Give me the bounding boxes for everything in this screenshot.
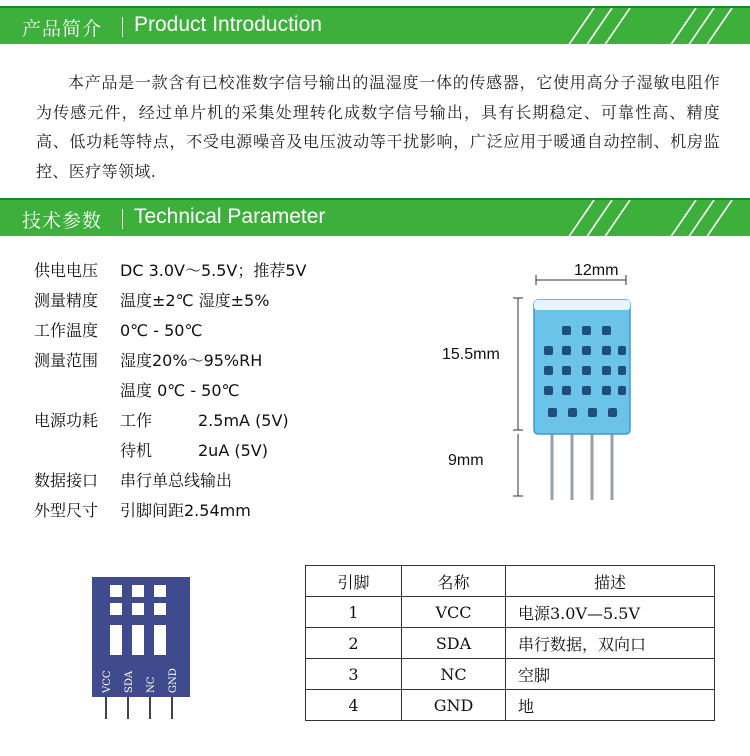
dimension-height: 15.5mm [442,346,500,363]
param-label: 测量精度 [34,291,99,310]
pin-desc: 地 [506,690,715,721]
pin-table-header [306,566,715,597]
param-header-en: Technical Parameter [134,205,326,228]
pin-number: 1 [306,597,402,628]
table-row [306,597,715,628]
param-label: 电源功耗 [34,411,99,430]
pinout-diagram [92,577,196,719]
param-value: 串行单总线输出 [120,471,233,490]
param-value-secondary: 2.5mA (5V) [198,411,289,430]
param-value: 温度±2℃ 湿度±5% [120,291,270,310]
header-divider [122,17,123,37]
pin-desc: 空脚 [506,659,715,690]
pin-number: 4 [306,690,402,721]
param-value: DC 3.0V～5.5V；推荐5V [120,261,307,280]
sensor-pins [552,430,612,500]
header-desc: 描述 [506,566,715,597]
pin-desc: 串行数据，双向口 [506,628,715,659]
sensor-diagram [440,260,740,510]
dimension-width: 12mm [574,262,619,279]
table-row [306,659,715,690]
param-label: 外型尺寸 [34,501,99,520]
pin-name: GND [402,690,506,721]
param-value: 湿度20%～95%RH [120,351,263,370]
pin-desc: 电源3.0V—5.5V [506,597,715,628]
pin-label-nc: NC [146,676,157,693]
param-value: 引脚间距2.54mm [120,501,251,520]
intro-header-en: Product Introduction [134,13,322,36]
dimension-pin: 9mm [448,452,484,469]
param-value-secondary: 2uA (5V) [198,441,268,460]
param-value: 工作 [120,411,153,430]
param-label: 工作温度 [34,321,99,340]
table-row [306,628,715,659]
pin-name: SDA [402,628,506,659]
pin-number: 3 [306,659,402,690]
param-value: 0℃ - 50℃ [120,321,203,340]
header-divider [122,209,123,229]
header-name: 名称 [402,566,506,597]
param-label: 测量范围 [34,351,99,370]
param-header-bar [0,198,750,236]
intro-header-cn: 产品简介 [22,18,103,40]
pin-label-gnd: GND [168,668,179,693]
pinout-svg [92,577,196,719]
pin-number: 2 [306,628,402,659]
param-label: 供电电压 [34,261,99,280]
header-pin: 引脚 [306,566,402,597]
pin-label-vcc: VCC [102,670,113,693]
param-value: 待机 [120,441,153,460]
intro-paragraph: 本产品是一款含有已校准数字信号输出的温湿度一体的传感器，它使用高分子湿敏电阻作为传感元件，经过单片机的采集处理转化成数字信号输出，具有长期稳定、可靠性高、精度高、低功耗等特点，不受电源噪音及电压波动等干扰影响，广泛应用于暖通自动控制、机房监控、医疗等领域. [36,73,720,181]
table-row [306,690,715,721]
param-label: 数据接口 [34,471,99,490]
intro-header-bar [0,6,750,44]
pin-name: VCC [402,597,506,628]
header-stripes-icon [560,8,750,44]
pin-table [305,565,715,721]
header-stripes-icon [560,200,750,236]
param-header-cn: 技术参数 [22,210,103,232]
sensor-illustration [440,260,740,510]
pin-name: NC [402,659,506,690]
pin-label-sda: SDA [124,670,135,693]
param-value: 温度 0℃ - 50℃ [120,381,240,400]
